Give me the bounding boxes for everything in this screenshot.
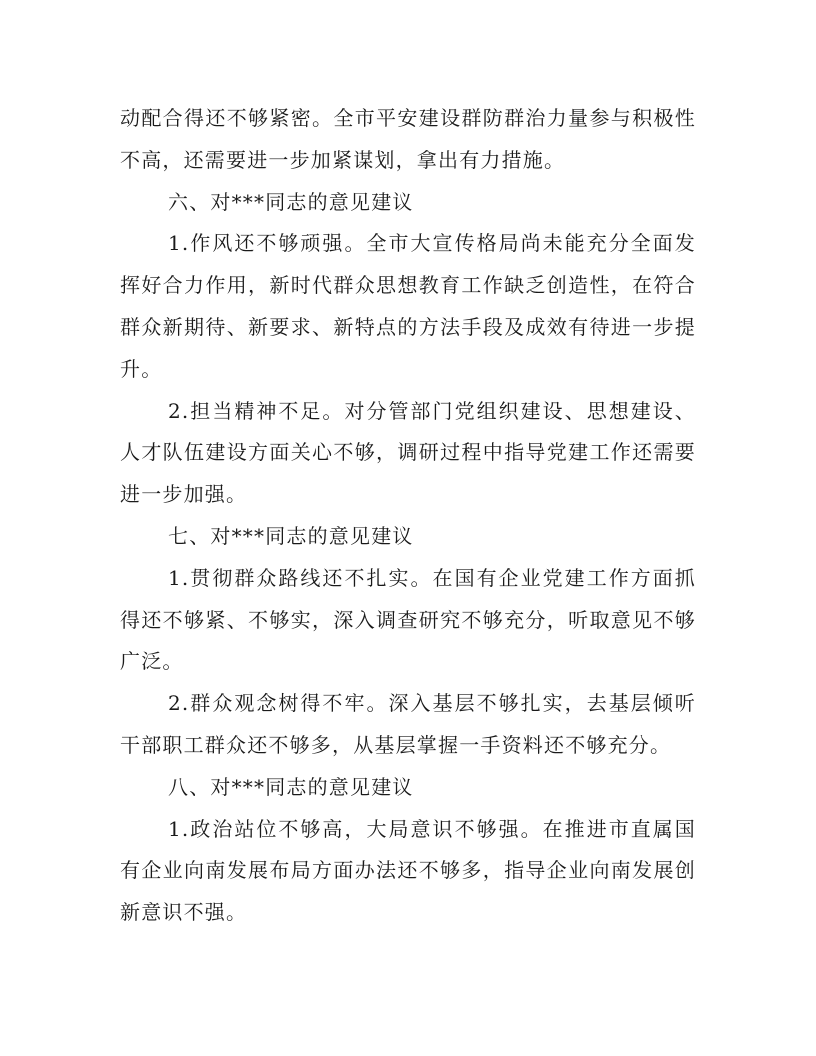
paragraph-6-1: 1.作风还不够顽强。全市大宣传格局尚未能充分全面发挥好合力作用，新时代群众思想教育工作缺乏创造性，在符合群众新期待、新要求、新特点的方法手段及成效有待进一步提升。	[120, 231, 696, 381]
paragraph-7-2: 2.群众观念树得不牢。深入基层不够扎实，去基层倾听干部职工群众还不够多，从基层掌握一手资料还不够充分。	[120, 691, 696, 757]
paragraph-7-1: 1.贯彻群众路线还不扎实。在国有企业党建工作方面抓得还不够紧、不够实，深入调查研究不够充分，听取意见不够广泛。	[120, 565, 696, 674]
paragraph-6-2: 2.担当精神不足。对分管部门党组织建设、思想建设、人才队伍建设方面关心不够，调研过程中指导党建工作还需要进一步加强。	[120, 398, 696, 507]
paragraph-continuation: 动配合得还不够紧密。全市平安建设群防群治力量参与积极性不高，还需要进一步加紧谋划，拿出有力措施。	[120, 106, 696, 172]
section-heading-6: 六、对***同志的意见建议	[168, 189, 414, 214]
document-body	[120, 98, 696, 934]
paragraph-8-1: 1.政治站位不够高，大局意识不够强。在推进市直属国有企业向南发展布局方面办法还不够多，指导企业向南发展创新意识不强。	[120, 816, 696, 925]
section-heading-8: 八、对***同志的意见建议	[168, 774, 414, 799]
section-heading-7: 七、对***同志的意见建议	[168, 523, 414, 548]
